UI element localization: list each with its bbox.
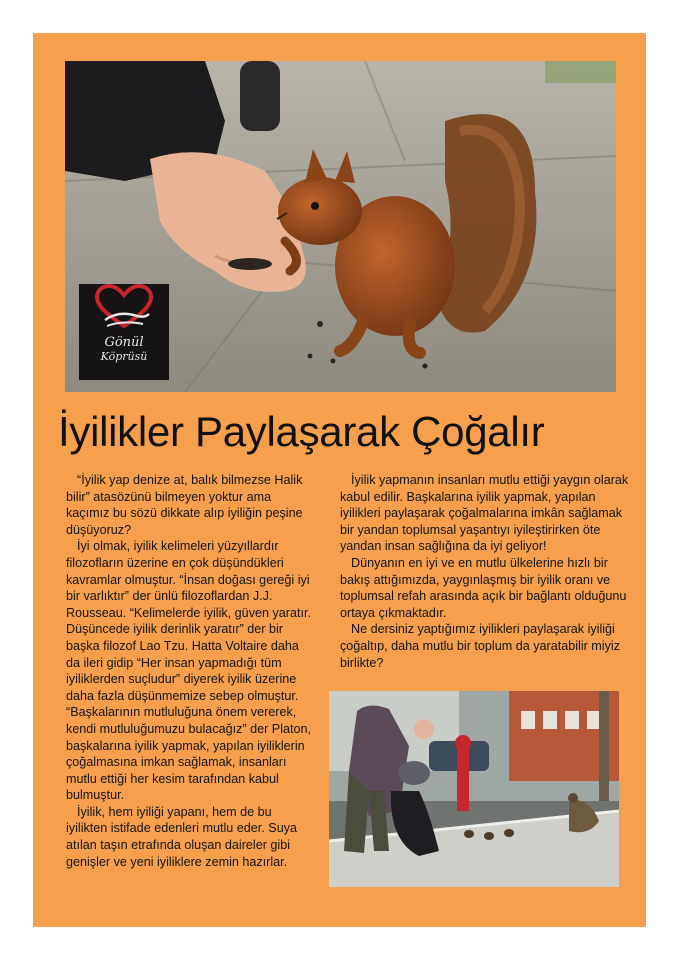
gonul-koprusu-logo xyxy=(79,284,169,380)
logo-word-koprusu: Köprüsü xyxy=(100,350,148,363)
right-paragraph: İyilik yapmanın insanları mutlu ettiği yaygın olarak kabul edilir. Başkalarına iyilik yapmak, yapılan iyilikleri paylaşarak çoğalmalarına imkân sağlamak bir yandan toplumsal yaşantıyı iyileştirirken öte yandan insan sağlığına da iyi geliyor! xyxy=(340,473,629,554)
left-text-column xyxy=(66,472,316,870)
left-paragraph: İyilik, hem iyiliği yapanı, hem de bu iyilikten istifade edenleri mutlu eder. Suya atılan taşın etrafında oluşan daireler gibi genişler ve yeni iyiliklere zemin hazırlar. xyxy=(66,804,298,869)
right-paragraph: Ne dersiniz yaptığımız iyilikleri paylaşarak iyiliği çoğaltıp, daha mutlu bir toplum da yaratabilir miyiz birlikte? xyxy=(340,622,620,670)
page-title: İyilikler Paylaşarak Çoğalır xyxy=(58,408,545,455)
logo-word-gonul: Gönül xyxy=(104,335,144,350)
street-ducks-illustration xyxy=(329,691,619,887)
right-paragraph: Dünyanın en iyi ve en mutlu ülkelerine hızlı bir bakış attığımızda, yaygınlaşmış bir iyilik oranı ve toplumsal refah arasında açık bir bağlantı olduğunu ortaya çıkmaktadır. xyxy=(340,555,627,620)
street-ducks-photo xyxy=(329,691,619,887)
right-text-column xyxy=(340,472,630,671)
heart-hand-icon xyxy=(79,284,169,336)
left-paragraph: İyi olmak, iyilik kelimeleri yüzyıllardır filozofların üzerine en çok düşündükleri kavramlar olmuştur. “İnsan doğası gereği iyi bir varlıktır” der ünlü filozoflardan J.J. Rousseau. “Kelimelerde iyilik, güven yaratır. Düşüncede iyilik derinlik yaratır” der bir başka filozof Lao Tzu. Hatta Voltaire daha da ileri gidip “Her insan yapmadığı tüm iyiliklerden suçludur” diyerek iyilik üzerine daha fazla düşünmemize sebep olmuştur. “Başkalarının mutluluğuna önem vererek, kendi mutluluğumuzu bulacağız” der Platon, başkalarına iyilik yapmak, yapılan iyiliklerin çoğalmasına imkan sağlamak, insanları mutlu ettiği her kesim tarafından kabul bulmuştur. xyxy=(66,539,312,803)
left-paragraph: “İyilik yap denize at, balık bilmezse Halik bilir” atasözünü bilmeyen yoktur ama kaçımız bu sözü dikkate alıp iyiliğin peşine düşüyoruz? xyxy=(66,473,303,537)
